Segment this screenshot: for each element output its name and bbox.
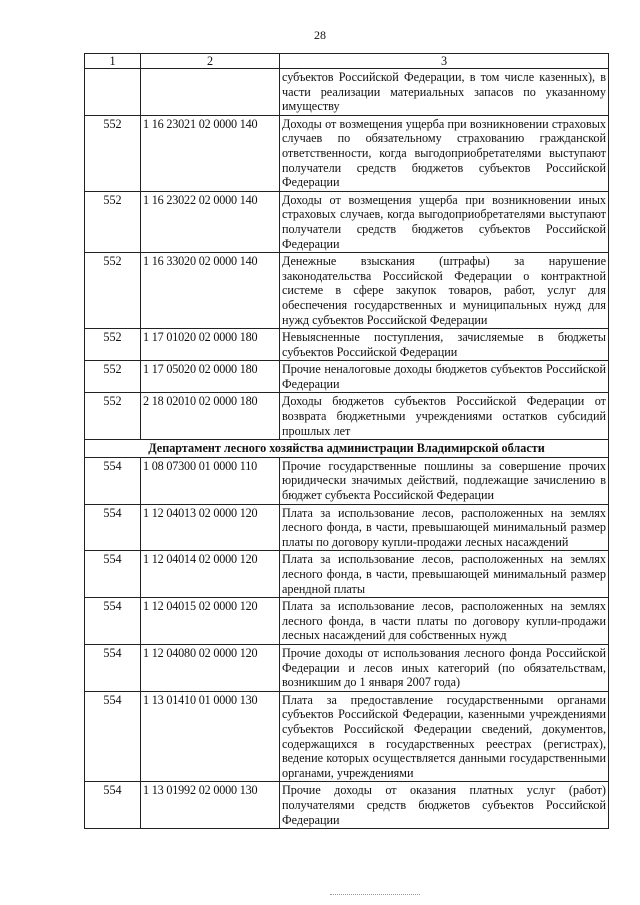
admin-code-cell: 552 [85,393,141,440]
admin-code-cell: 554 [85,644,141,691]
revenue-description-cell: Плата за использование лесов, расположенных на землях лесного фонда, в части платы по договору купли-продажи лесных насаждений для собственных нужд [280,598,609,645]
table-row [85,329,609,361]
table-row [85,551,609,598]
revenue-description-cell: Плата за использование лесов, расположенных на землях лесного фонда, в части, превышающей минимальный размер платы по договору купли-продажи лесных насаждений [280,504,609,551]
revenue-code-cell: 1 17 05020 02 0000 180 [141,361,280,393]
revenue-description-cell: Прочие доходы от использования лесного фонда Российской Федерации и лесов иных категорий (по обязательствам, возникшим до 1 января 2007 года) [280,644,609,691]
revenue-description-cell: Плата за предоставление государственными органами субъектов Российской Федерации, казенными учреждениями субъектов Российской Федерации сведений, документов, содержащихся в государственных реестрах (регистрах), ведение которых осуществляется данными государственными органами, учреждениями [280,691,609,782]
revenue-description-cell: Доходы бюджетов субъектов Российской Федерации от возврата бюджетными учреждениями остатков субсидий прошлых лет [280,393,609,440]
section-row [85,440,609,458]
revenue-code-cell: 1 12 04013 02 0000 120 [141,504,280,551]
admin-code-cell: 554 [85,782,141,829]
revenue-code-cell: 1 16 23021 02 0000 140 [141,115,280,191]
column-header-1: 1 [85,54,141,69]
revenue-description-cell: Доходы от возмещения ущерба при возникновении иных страховых случаев, когда выгодоприобретателями выступают получатели средств бюджетов субъектов Российской Федерации [280,191,609,252]
revenue-description-cell: Денежные взыскания (штрафы) за нарушение законодательства Российской Федерации о контрактной системе в сфере закупок товаров, работ, услуг для обеспечения государственных и муниципальных нужд для нужд субъектов Российской Федерации [280,253,609,329]
revenue-code-cell [141,69,280,116]
revenue-code-cell: 1 08 07300 01 0000 110 [141,457,280,504]
admin-code-cell: 554 [85,457,141,504]
revenue-code-cell: 1 17 01020 02 0000 180 [141,329,280,361]
revenue-code-cell: 1 12 04080 02 0000 120 [141,644,280,691]
table-header [85,54,609,69]
admin-code-cell [85,69,141,116]
table-body [85,69,609,829]
table-row [85,457,609,504]
admin-code-cell: 552 [85,329,141,361]
table-row [85,361,609,393]
scan-artifact-line [330,894,420,895]
revenue-description-cell: Прочие государственные пошлины за совершение прочих юридически значимых действий, подлежащие зачислению в бюджет субъекта Российской Федерации [280,457,609,504]
admin-code-cell: 552 [85,191,141,252]
revenue-description-cell: Плата за использование лесов, расположенных на землях лесного фонда, в части, превышающей минимальный размер арендной платы [280,551,609,598]
revenue-code-cell: 1 13 01410 01 0000 130 [141,691,280,782]
table-row [85,644,609,691]
revenue-code-cell: 1 12 04014 02 0000 120 [141,551,280,598]
admin-code-cell: 554 [85,551,141,598]
page-number: 28 [314,28,326,42]
revenue-description-cell: Доходы от возмещения ущерба при возникновении страховых случаев по обязательному страхованию гражданской ответственности, когда выгодоприобретателями выступают получатели средств бюджетов субъектов Российской Федерации [280,115,609,191]
table-row [85,253,609,329]
table-row [85,191,609,252]
table-row [85,115,609,191]
column-header-3: 3 [280,54,609,69]
table-row [85,782,609,829]
section-title: Департамент лесного хозяйства администрации Владимирской области [85,440,609,458]
revenue-description-cell: субъектов Российской Федерации, в том числе казенных), в части реализации материальных запасов по указанному имуществу [280,69,609,116]
table-row [85,598,609,645]
admin-code-cell: 554 [85,691,141,782]
revenue-description-cell: Невыясненные поступления, зачисляемые в бюджеты субъектов Российской Федерации [280,329,609,361]
revenue-code-cell: 1 12 04015 02 0000 120 [141,598,280,645]
admin-code-cell: 554 [85,504,141,551]
table-row [85,504,609,551]
table-row [85,393,609,440]
table-row [85,69,609,116]
table-row [85,691,609,782]
revenue-description-cell: Прочие доходы от оказания платных услуг (работ) получателями средств бюджетов субъектов Российской Федерации [280,782,609,829]
revenue-code-cell: 1 16 23022 02 0000 140 [141,191,280,252]
revenue-code-cell: 2 18 02010 02 0000 180 [141,393,280,440]
revenue-code-cell: 1 13 01992 02 0000 130 [141,782,280,829]
revenue-code-cell: 1 16 33020 02 0000 140 [141,253,280,329]
admin-code-cell: 552 [85,115,141,191]
column-header-2: 2 [141,54,280,69]
admin-code-cell: 552 [85,361,141,393]
revenue-codes-table [84,53,609,829]
admin-code-cell: 554 [85,598,141,645]
header-row [85,54,609,69]
revenue-description-cell: Прочие неналоговые доходы бюджетов субъектов Российской Федерации [280,361,609,393]
admin-code-cell: 552 [85,253,141,329]
